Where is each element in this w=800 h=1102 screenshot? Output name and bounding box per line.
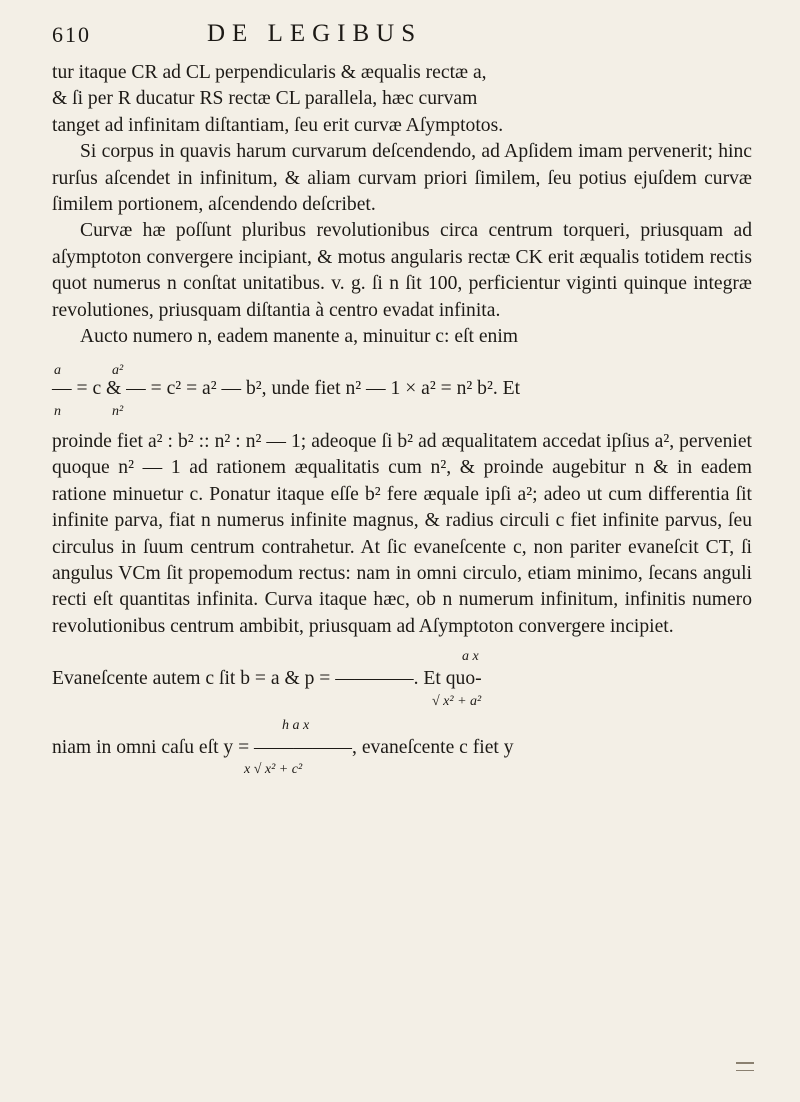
equation-line: — = c & — = c² = a² — b², unde fiet n² — 1 × a² = n² b². Et: [52, 378, 521, 400]
denominator: n²: [112, 403, 124, 419]
text-line: tur itaque CR ad CL perpendicularis & æqualis rectæ a,: [52, 62, 487, 83]
fraction-denominator-row: [52, 761, 752, 787]
denominator: x √ x² + c²: [244, 761, 303, 777]
equation-line: niam in omni caſu eſt y = —————, evaneſcente c fiet y: [52, 736, 514, 758]
denominator: √ x² + a²: [432, 693, 482, 709]
paragraph: Aucto numero n, eadem manente a, minuitur c: eſt enim: [80, 326, 518, 348]
page-header: [52, 18, 752, 58]
fraction-numerator-row: [52, 640, 752, 666]
text-line: & ſi per R ducatur RS rectæ CL parallela, hæc curvam: [52, 88, 478, 110]
numerator: h a x: [282, 717, 310, 733]
fraction-numerator-row: [52, 719, 752, 745]
fraction-denominators: [52, 403, 752, 429]
text-line: tanget ad infinitam diſtantiam, ſeu erit curvæ Aſymptotos.: [52, 114, 504, 136]
denominator: n: [54, 403, 61, 419]
paragraph: Si corpus in quavis harum curvarum deſcendendo, ad Apſidem imam pervenerit; hinc rurſus aſcendet in infinitum, & aliam curvam priori ſimilem, ſeu potius ejuſdem curvæ ſimilem portionem, aſcendendo deſcribet.: [52, 141, 752, 216]
text-body: [52, 60, 752, 787]
numerator: a²: [112, 363, 124, 379]
paragraph: Curvæ hæ poſſunt pluribus revolutionibus circa centrum torqueri, priusquam ad aſymptoton convergere incipiant, & motus angularis rectæ CK erit æqualis totidem rectis quot numerus n conſtat unitatibus. v. g. ſi n ſit 100, perficientur viginti quinque integræ revolutiones, priusquam diſtantia à centro evadat infinita.: [52, 220, 752, 321]
fraction-denominator-row: [52, 693, 752, 719]
fraction-numerators: [52, 350, 752, 379]
equation-line: Evaneſcente autem c ſit b = a & p = ————. Et quo-: [52, 668, 482, 690]
numerator: a x: [462, 649, 479, 665]
corner-mark: [736, 1062, 754, 1071]
paragraph: proinde fiet a² : b² :: n² : n² — 1; adeoque ſi b² ad æqualitatem accedat ipſius a², perveniet quoque n² — 1 ad rationem æqualitatis cum n², & proinde augebitur n & in eadem ratione minuetur c. Ponatur itaque eſſe b² fere æquale ipſi a²; adeo ut cum differentia ſit infinite parva, fiat n numerus infinite magnus, & radius circuli c fiet infinite parvus, ſeu circulus in ſuum centrum contrahetur. At ſic evaneſcente c, non pariter evaneſcit CT, ſi angulus VCm ſit propemodum rectus: nam in omni circulo, etiam minimo, ſecans anguli recti eſt quantitas infinita. Curva itaque hæc, ob n numerum infinitum, infinitis numero revolutionibus centrum ambibit, priusquam ad Aſymptoton convergere incipiet.: [52, 430, 752, 637]
running-title: DE LEGIBUS: [207, 20, 423, 47]
page-number: 610: [52, 22, 91, 47]
numerator: a: [54, 363, 61, 379]
